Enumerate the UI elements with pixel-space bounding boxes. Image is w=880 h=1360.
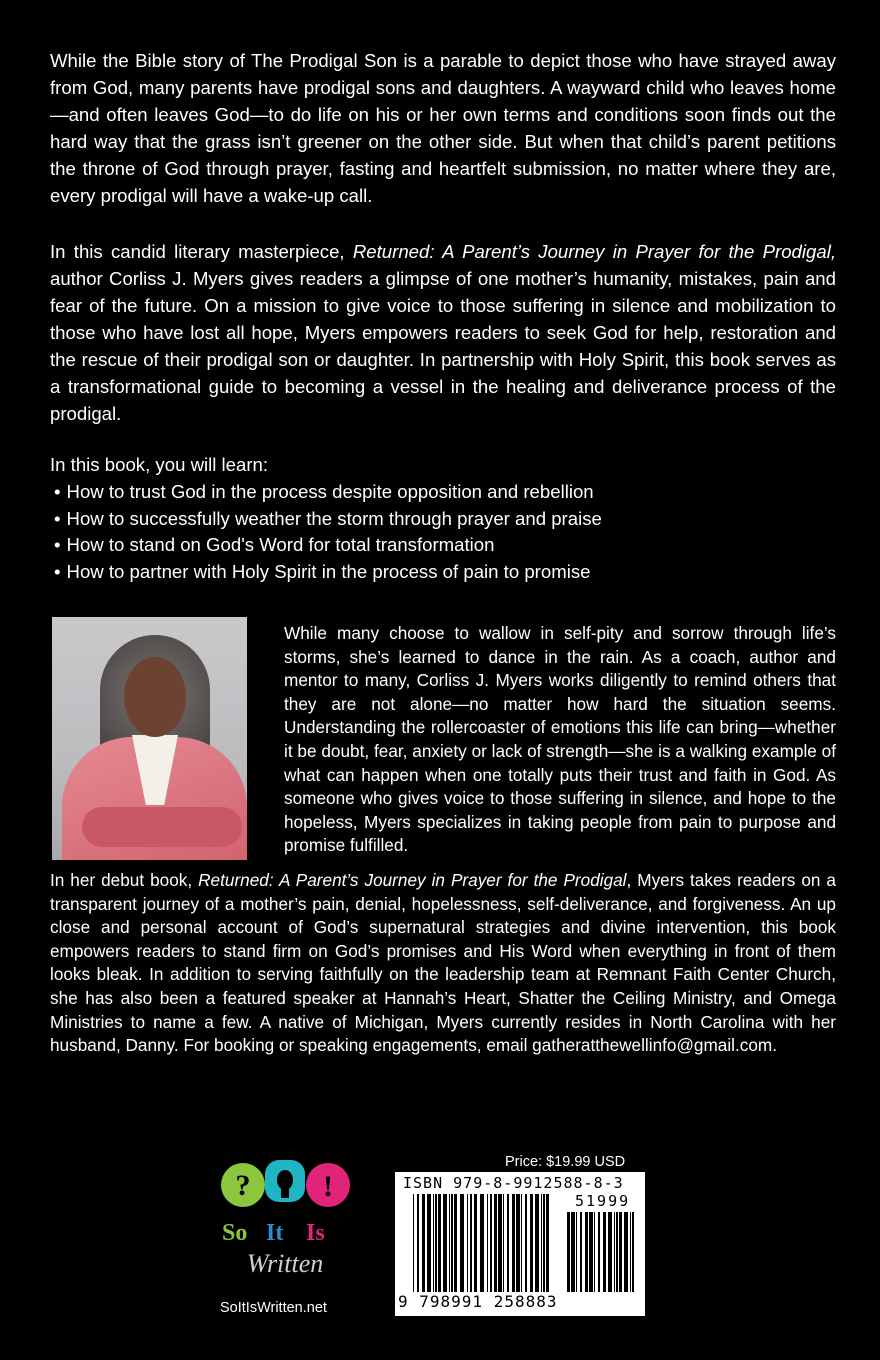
book-title: Returned: A Parent’s Journey in Prayer for the Prodigal <box>198 870 627 890</box>
intro-paragraph-2 <box>50 238 836 427</box>
barcode-bar <box>498 1194 502 1306</box>
barcode-bar <box>594 1212 595 1292</box>
barcode-bar <box>494 1194 497 1306</box>
author-bio-2 <box>50 869 836 1058</box>
logo-word-written: Written <box>246 1249 324 1278</box>
arms <box>82 807 242 847</box>
barcode-bar <box>474 1194 477 1306</box>
barcode-bar <box>433 1194 434 1306</box>
barcode-bar <box>451 1194 453 1306</box>
logo-word-is: Is <box>306 1220 325 1246</box>
learn-list <box>50 479 602 586</box>
barcode-bar <box>521 1194 522 1306</box>
ean-number: 9 798991 258883 <box>398 1292 558 1311</box>
svg-text:?: ? <box>235 1169 251 1202</box>
isbn-barcode <box>395 1172 645 1316</box>
barcode-bar <box>619 1212 622 1292</box>
barcode-bar <box>608 1212 612 1292</box>
price-label: Price: $19.99 USD <box>505 1154 626 1170</box>
ean-bars <box>413 1194 551 1306</box>
barcode-bar <box>543 1194 545 1306</box>
barcode-bar <box>460 1194 464 1306</box>
logo-word-it: It <box>266 1220 284 1246</box>
barcode-bar <box>454 1194 457 1306</box>
barcode-bar <box>614 1212 615 1292</box>
barcode-bar <box>585 1212 588 1292</box>
addon-number: 51999 <box>575 1192 631 1210</box>
barcode-bar <box>580 1212 582 1292</box>
barcode-bar <box>435 1194 437 1306</box>
barcode-bar <box>546 1194 549 1306</box>
learn-heading: In this book, you will learn: <box>50 454 269 475</box>
text: , Myers takes readers on a transparent journey of a mother’s pain, denial, hopelessness, self-deliverance, and forgiveness. An up close and personal account of God’s supernatural strategies and divine intervention, this book empowers readers to stand firm on God’s promises and His Word when everything in front of them looks bleak. In addition to serving faithfully on the leadership team at Remnant Faith Center Church, she has also been a featured speaker at Hannah’s Heart, Shatter the Ceiling Ministry, and Omega Ministries to name a few. A native of Michigan, Myers currently resides in North Carolina with her husband, Danny. For booking or speaking engagements, email gatheratthewellinfo@gmail.com. <box>50 870 836 1056</box>
author-bio-1: While many choose to wallow in self-pity and sorrow through life’s storms, she’s learned to dance in the rain. As a coach, author and mentor to many, Corliss J. Myers works diligently to remind others that they are not alone—no matter how hard the situation seems. Understanding the rollercoaster of emotions this life can bring—whether it be doubt, fear, anxiety or lack of strength—she is a walking example of what can happen when one totally puts their trust and faith in God. As someone who gives voice to those suffering in silence, and hope to the hopeless, Myers specializes in taking people from pain to purpose and promise fulfilled. <box>284 623 836 856</box>
barcode-bar <box>507 1194 509 1306</box>
barcode-bar <box>589 1212 593 1292</box>
barcode-bar <box>427 1194 431 1306</box>
text: In this candid literary masterpiece, <box>50 241 353 262</box>
barcode-bar <box>503 1194 504 1306</box>
addon-bars <box>567 1212 637 1292</box>
barcode-bar <box>422 1194 425 1306</box>
logo-word-so: So <box>222 1220 248 1246</box>
list-item: • How to partner with Holy Spirit in the process of pain to promise <box>50 559 602 586</box>
barcode-bar <box>598 1212 600 1292</box>
barcode-bar <box>443 1194 447 1306</box>
intro-paragraph-1: While the Bible story of The Prodigal Son is a parable to depict those who have strayed away from God, many parents have prodigal sons and daughters. A wayward child who leaves home—and often leaves God—to do life on his or her own terms and conditions soon finds out the hard way that the grass isn’t greener on the other side. But when that child’s parent petitions the throne of God through prayer, fasting and heartfelt submission, no matter where they are, every prodigal will have a wake-up call. <box>50 50 836 206</box>
barcode-bar <box>467 1194 468 1306</box>
barcode-bar <box>470 1194 472 1306</box>
author-photo <box>52 617 247 860</box>
barcode-bar <box>490 1194 492 1306</box>
barcode-bar <box>516 1194 520 1306</box>
face <box>124 657 186 737</box>
barcode-bar <box>541 1194 542 1306</box>
barcode-bar <box>512 1194 515 1306</box>
list-item: • How to successfully weather the storm through prayer and praise <box>50 506 602 533</box>
barcode-bar <box>438 1194 441 1306</box>
barcode-bar <box>630 1212 631 1292</box>
barcode-bar <box>417 1194 419 1306</box>
svg-text:!: ! <box>323 1170 333 1203</box>
publisher-website: SoItIsWritten.net <box>220 1300 327 1316</box>
text: In her debut book, <box>50 870 199 890</box>
publisher-logo <box>218 1150 353 1285</box>
barcode-bar <box>624 1212 628 1292</box>
isbn-text: ISBN 979-8-9912588-8-3 <box>403 1174 624 1192</box>
barcode-bar <box>449 1194 450 1306</box>
barcode-bar <box>571 1212 575 1292</box>
barcode-bar <box>530 1194 533 1306</box>
barcode-bar <box>567 1212 570 1292</box>
barcode-bar <box>603 1212 606 1292</box>
barcode-bar <box>413 1194 414 1306</box>
barcode-bar <box>632 1212 634 1292</box>
learn-section <box>50 452 602 586</box>
list-item: • How to stand on God's Word for total transformation <box>50 532 602 559</box>
barcode-bar <box>525 1194 527 1306</box>
text: author Corliss J. Myers gives readers a glimpse of one mother’s humanity, mistakes, pain and fear of the future. On a mission to give voice to those suffering in silence and mobilization to those who have lost all hope, Myers empowers readers to seek God for help, restoration and the rescue of their prodigal son or daughter. In partnership with Holy Spirit, this book serves as a transformational guide to becoming a vessel in the healing and deliverance process of the prodigal. <box>50 268 836 424</box>
barcode-bar <box>576 1212 577 1292</box>
book-title: Returned: A Parent’s Journey in Prayer for the Prodigal, <box>352 241 836 262</box>
barcode-bar <box>480 1194 484 1306</box>
list-item: • How to trust God in the process despite opposition and rebellion <box>50 479 602 506</box>
barcode-bar <box>487 1194 488 1306</box>
barcode-bar <box>616 1212 618 1292</box>
barcode-bar <box>535 1194 539 1306</box>
